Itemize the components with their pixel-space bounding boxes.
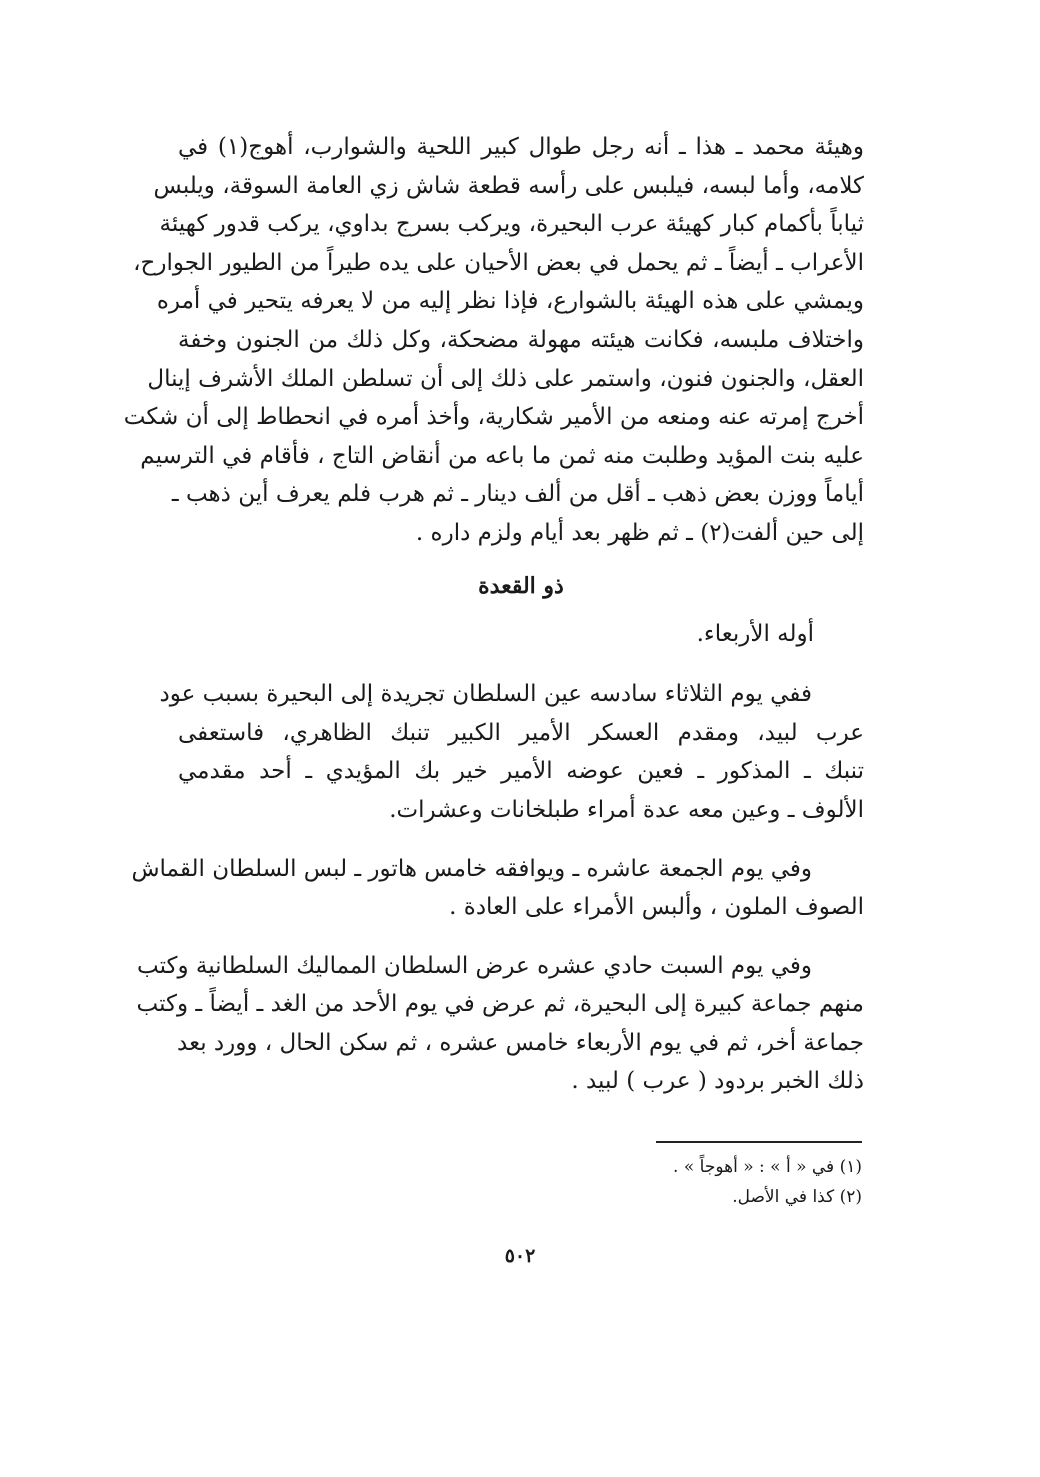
section-heading: ذو القعدة (478, 572, 564, 599)
text-line: أياماً ووزن بعض ذهب ـ أقل من ألف دينار ـ ثم هرب فلم يعرف أين ذهب ـ (171, 481, 864, 508)
text-line: الصوف الملون ، وألبس الأمراء على العادة . (449, 894, 864, 921)
text-line: ففي يوم الثلاثاء سادسه عين السلطان تجريدة إلى البحيرة بسبب عود (159, 681, 812, 708)
text-line: تنبك ـ المذكور ـ فعين عوضه الأمير خير بك المؤيدي ـ أحد مقدمي (178, 758, 864, 785)
text-line: ويمشي على هذه الهيئة بالشوارع، فإذا نظر إليه من لا يعرفه يتحير في أمره (156, 288, 864, 315)
text-line: جماعة أخر، ثم في يوم الأربعاء خامس عشره ، ثم سكن الحال ، وورد بعد (177, 1029, 864, 1056)
paragraph-5 (136, 947, 864, 1101)
footnote-2: (٢) كذا في الأصل. (732, 1187, 862, 1207)
text-line: وهيئة محمد ـ هذا ـ أنه رجل طوال كبير اللحية والشوارب، أهوج(١) في (178, 134, 864, 160)
text-line: أوله الأربعاء. (696, 620, 814, 647)
text-line: الألوف ـ وعين معه عدة أمراء طبلخانات وعشرات. (389, 796, 864, 823)
text-line: واختلاف ملبسه، فكانت هيئته مهولة مضحكة، وكل ذلك من الجنون وخفة (178, 326, 864, 353)
text-line: العقل، والجنون فنون، واستمر على ذلك إلى أن تسلطن الملك الأشرف إينال (147, 365, 864, 392)
footnote-1: (١) في « أ » : « أهوجاً » . (673, 1157, 862, 1177)
paragraph-3 (159, 675, 864, 829)
text-line: أخرج إمرته عنه ومنعه من الأمير شكارية، وأخذ أمره في انحطاط إلى أن شكت (123, 404, 864, 431)
page-number: ٥٠٢ (504, 1245, 536, 1267)
paragraph-2 (178, 615, 864, 654)
text-line: وفي يوم السبت حادي عشره عرض السلطان المماليك السلطانية وكتب (137, 952, 812, 979)
text-line: الأعراب ـ أيضاً ـ ثم يحمل في بعض الأحيان على يده طيراً من الطيور الجوارح، (133, 249, 864, 276)
text-line: إلى حين ألفت(٢) ـ ثم ظهر بعد أيام ولزم داره . (415, 519, 864, 546)
text-line: ذلك الخبر بردود ( عرب ) لبيد . (571, 1068, 864, 1095)
paragraph-1 (123, 128, 864, 553)
page-body (123, 128, 864, 1101)
paragraph-4 (131, 850, 864, 927)
text-line: كلامه، وأما لبسه، فيلبس على رأسه قطعة شاش زي العامة السوقة، ويلبس (153, 172, 864, 199)
text-line: وفي يوم الجمعة عاشره ـ ويوافقه خامس هاتور ـ لبس السلطان القماش (131, 855, 812, 882)
footnotes (462, 1152, 862, 1212)
text-line: منهم جماعة كبيرة إلى البحيرة، ثم عرض في يوم الأحد من الغد ـ أيضاً ـ وكتب (136, 991, 864, 1018)
text-line: ثياباً بأكمام كبار كهيئة عرب البحيرة، ويركب بسرج بداوي، يركب قدور كهيئة (159, 211, 864, 238)
text-line: عليه بنت المؤيد وطلبت منه ثمن ما باعه من أنقاض التاج ، فأقام في الترسيم (140, 442, 864, 469)
footnote-divider (656, 1141, 862, 1143)
text-line: عرب لبيد، ومقدم العسكر الأمير الكبير تنبك الظاهري، فاستعفى (178, 719, 864, 746)
